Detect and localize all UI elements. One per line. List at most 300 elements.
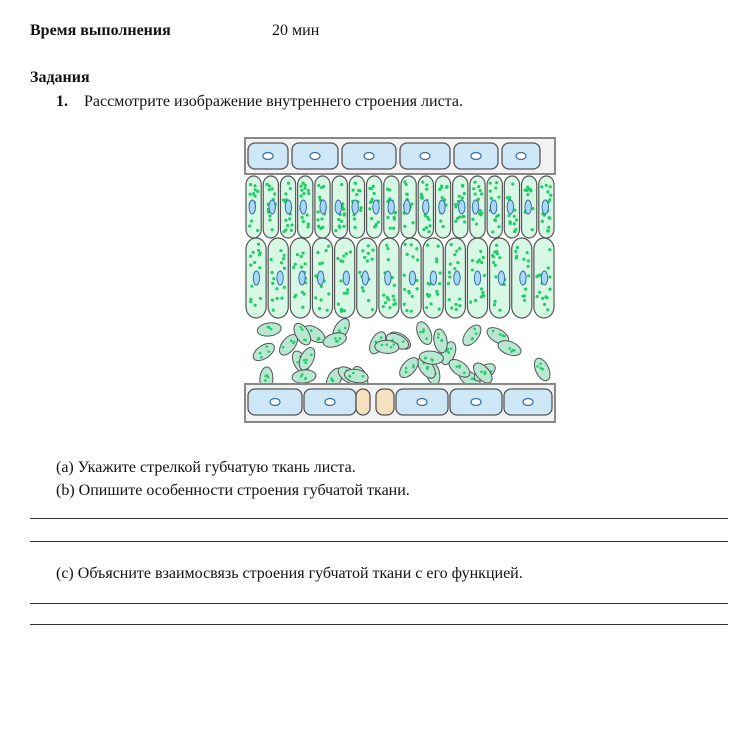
chloroplast <box>456 261 459 264</box>
chloroplast <box>455 250 458 253</box>
spongy-cell-body <box>250 340 277 364</box>
chloroplast <box>299 184 302 187</box>
chloroplast <box>471 268 474 271</box>
task-text: Рассмотрите изображение внутреннего строения листа. <box>84 93 463 110</box>
nucleus <box>270 399 280 406</box>
chloroplast <box>541 297 544 300</box>
chloroplast <box>286 224 289 227</box>
nucleus <box>362 271 368 285</box>
spongy-cell <box>256 321 282 337</box>
nucleus <box>507 200 513 214</box>
nucleus <box>490 200 496 214</box>
chloroplast <box>526 186 529 189</box>
chloroplast <box>494 186 497 189</box>
subtask-b: (b) Опишите особенности строения губчатой ткани. <box>56 482 410 499</box>
chloroplast <box>547 266 550 269</box>
guard-cell <box>356 389 370 415</box>
chloroplast <box>271 271 274 274</box>
chloroplast <box>479 250 482 253</box>
chloroplast <box>272 309 275 312</box>
nucleus <box>520 271 526 285</box>
chloroplast <box>441 196 444 199</box>
chloroplast <box>494 275 497 278</box>
chloroplast <box>438 308 441 311</box>
chloroplast <box>386 247 389 250</box>
chloroplast <box>257 243 260 246</box>
chloroplast <box>270 258 273 261</box>
chloroplast <box>256 190 259 193</box>
tasks-heading: Задания <box>30 69 90 86</box>
chloroplast <box>346 292 349 295</box>
nucleus <box>343 271 349 285</box>
chloroplast <box>440 185 443 188</box>
chloroplast <box>548 217 551 220</box>
chloroplast <box>304 184 307 187</box>
nucleus <box>300 200 306 214</box>
chloroplast <box>284 219 287 222</box>
spongy-tissue <box>250 316 553 393</box>
chloroplast <box>345 252 348 255</box>
chloroplast <box>526 251 529 254</box>
chloroplast <box>358 189 361 192</box>
chloroplast <box>545 184 548 187</box>
chloroplast <box>458 215 461 218</box>
chloroplast <box>302 220 305 223</box>
chloroplast <box>393 284 396 287</box>
chloroplast <box>382 294 385 297</box>
chloroplast <box>367 244 370 247</box>
chloroplast <box>479 213 482 216</box>
chloroplast <box>282 198 285 201</box>
chloroplast <box>271 282 274 285</box>
chloroplast <box>453 253 456 256</box>
nucleus <box>420 153 430 160</box>
chloroplast <box>321 226 324 229</box>
chloroplast <box>377 221 380 224</box>
chloroplast <box>250 285 253 288</box>
chloroplast <box>321 261 324 264</box>
nucleus <box>471 399 481 406</box>
chloroplast <box>427 230 430 233</box>
answer-line[interactable] <box>30 624 728 625</box>
chloroplast <box>300 189 303 192</box>
chloroplast <box>425 188 428 191</box>
chloroplast <box>513 230 516 233</box>
nucleus <box>404 200 410 214</box>
chloroplast <box>293 295 296 298</box>
chloroplast <box>454 303 457 306</box>
chloroplast <box>372 192 375 195</box>
chloroplast <box>280 297 283 300</box>
chloroplast <box>442 225 445 228</box>
chloroplast <box>326 309 329 312</box>
leaf-structure-image <box>244 134 556 426</box>
chloroplast <box>513 215 516 218</box>
chloroplast <box>522 258 525 261</box>
chloroplast <box>292 266 295 269</box>
chloroplast <box>449 262 452 265</box>
chloroplast <box>371 248 374 251</box>
chloroplast <box>258 266 261 269</box>
chloroplast <box>320 217 323 220</box>
chloroplast <box>370 187 373 190</box>
chloroplast <box>307 223 310 226</box>
chloroplast <box>453 267 456 270</box>
chloroplast <box>474 299 477 302</box>
chloroplast <box>540 185 543 188</box>
chloroplast <box>458 247 461 250</box>
chloroplast <box>342 254 345 257</box>
chloroplast <box>371 198 374 201</box>
chloroplast <box>469 301 472 304</box>
chloroplast <box>422 228 425 231</box>
chloroplast <box>318 196 321 199</box>
chloroplast <box>489 190 492 193</box>
chloroplast <box>421 181 424 184</box>
chloroplast <box>358 271 361 274</box>
chloroplast <box>385 244 388 247</box>
chloroplast <box>474 192 477 195</box>
chloroplast <box>253 304 256 307</box>
chloroplast <box>283 230 286 233</box>
chloroplast <box>273 192 276 195</box>
chloroplast <box>301 306 304 309</box>
chloroplast <box>548 288 551 291</box>
chloroplast <box>303 187 306 190</box>
chloroplast <box>416 287 419 290</box>
chloroplast <box>473 181 476 184</box>
chloroplast <box>393 218 396 221</box>
nucleus <box>253 271 259 285</box>
chloroplast <box>374 225 377 228</box>
chloroplast <box>529 188 532 191</box>
chloroplast <box>429 302 432 305</box>
spongy-cell <box>459 322 484 349</box>
chloroplast <box>535 295 538 298</box>
chloroplast <box>494 300 497 303</box>
chloroplast <box>320 186 323 189</box>
chloroplast <box>382 305 385 308</box>
chloroplast <box>320 298 323 301</box>
chloroplast <box>445 186 448 189</box>
chloroplast <box>437 245 440 248</box>
chloroplast <box>541 220 544 223</box>
chloroplast <box>316 218 319 221</box>
nucleus <box>364 153 374 160</box>
chloroplast <box>497 214 500 217</box>
chloroplast <box>301 251 304 254</box>
subtask-a: (a) Укажите стрелкой губчатую ткань листа. <box>56 459 356 476</box>
chloroplast <box>256 229 259 232</box>
chloroplast <box>498 309 501 312</box>
chloroplast <box>280 261 283 264</box>
chloroplast <box>462 215 465 218</box>
chloroplast <box>405 309 408 312</box>
chloroplast <box>392 303 395 306</box>
chloroplast <box>359 209 362 212</box>
chloroplast <box>416 258 419 261</box>
chloroplast <box>475 222 478 225</box>
chloroplast <box>389 227 392 230</box>
chloroplast <box>531 228 534 231</box>
chloroplast <box>271 228 274 231</box>
chloroplast <box>527 274 530 277</box>
chloroplast <box>524 188 527 191</box>
spongy-cell <box>531 356 553 383</box>
chloroplast <box>334 229 337 232</box>
chloroplast <box>253 184 256 187</box>
chloroplast <box>343 213 346 216</box>
chloroplast <box>387 298 390 301</box>
chloroplast <box>307 192 310 195</box>
chloroplast <box>546 229 549 232</box>
chloroplast <box>283 286 286 289</box>
chloroplast <box>386 216 389 219</box>
chloroplast <box>371 308 374 311</box>
chloroplast <box>448 275 451 278</box>
chloroplast <box>524 288 527 291</box>
chloroplast <box>403 243 406 246</box>
chloroplast <box>352 189 355 192</box>
chloroplast <box>435 290 438 293</box>
chloroplast <box>403 225 406 228</box>
nucleus <box>525 200 531 214</box>
chloroplast <box>275 297 278 300</box>
chloroplast <box>253 261 256 264</box>
spongy-cell-body <box>396 354 422 381</box>
nucleus <box>439 200 445 214</box>
chloroplast <box>403 288 406 291</box>
chloroplast <box>386 187 389 190</box>
chloroplast <box>406 253 409 256</box>
chloroplast <box>336 257 339 260</box>
chloroplast <box>480 261 483 264</box>
nucleus <box>373 200 379 214</box>
spongy-cell <box>396 354 422 381</box>
chloroplast <box>481 291 484 294</box>
chloroplast <box>549 185 552 188</box>
chloroplast <box>340 183 343 186</box>
chloroplast <box>526 193 529 196</box>
chloroplast <box>362 289 365 292</box>
chloroplast <box>421 197 424 200</box>
chloroplast <box>546 308 549 311</box>
nucleus <box>542 200 548 214</box>
chloroplast <box>248 224 251 227</box>
nucleus <box>474 271 480 285</box>
chloroplast <box>317 184 320 187</box>
chloroplast <box>384 301 387 304</box>
palisade-tissue <box>246 176 554 318</box>
chloroplast <box>392 227 395 230</box>
chloroplast <box>317 225 320 228</box>
chloroplast <box>252 251 255 254</box>
chloroplast <box>314 296 317 299</box>
chloroplast <box>283 267 286 270</box>
chloroplast <box>410 243 413 246</box>
chloroplast <box>340 310 343 313</box>
chloroplast <box>343 292 346 295</box>
chloroplast <box>337 218 340 221</box>
chloroplast <box>340 220 343 223</box>
chloroplast <box>491 230 494 233</box>
chloroplast <box>428 224 431 227</box>
chloroplast <box>495 244 498 247</box>
chloroplast <box>494 219 497 222</box>
chloroplast <box>492 255 495 258</box>
chloroplast <box>478 259 481 262</box>
chloroplast <box>438 282 441 285</box>
chloroplast <box>461 185 464 188</box>
chloroplast <box>307 189 310 192</box>
chloroplast <box>343 309 346 312</box>
chloroplast <box>425 306 428 309</box>
chloroplast <box>544 295 547 298</box>
nucleus <box>269 200 275 214</box>
chloroplast <box>493 303 496 306</box>
chloroplast <box>317 210 320 213</box>
chloroplast <box>492 261 495 264</box>
chloroplast <box>493 250 496 253</box>
subtask-c: (c) Объясните взаимосвязь строения губчатой ткани с его функцией. <box>56 565 523 582</box>
chloroplast <box>368 207 371 210</box>
nucleus <box>423 200 429 214</box>
chloroplast <box>294 263 297 266</box>
chloroplast <box>388 306 391 309</box>
chloroplast <box>513 222 516 225</box>
chloroplast <box>290 223 293 226</box>
answer-line[interactable] <box>30 541 728 542</box>
chloroplast <box>370 217 373 220</box>
nucleus <box>472 200 478 214</box>
nucleus <box>325 399 335 406</box>
nucleus <box>249 200 255 214</box>
chloroplast <box>304 262 307 265</box>
chloroplast <box>479 189 482 192</box>
chloroplast <box>523 294 526 297</box>
chloroplast <box>458 195 461 198</box>
chloroplast <box>515 218 518 221</box>
chloroplast <box>303 292 306 295</box>
chloroplast <box>458 297 461 300</box>
chloroplast <box>480 287 483 290</box>
chloroplast <box>248 193 251 196</box>
chloroplast <box>354 182 357 185</box>
chloroplast <box>302 192 305 195</box>
chloroplast <box>450 243 453 246</box>
chloroplast <box>361 286 364 289</box>
nucleus <box>285 200 291 214</box>
chloroplast <box>516 246 519 249</box>
nucleus <box>409 271 415 285</box>
task-number: 1. <box>56 93 68 110</box>
chloroplast <box>439 219 442 222</box>
chloroplast <box>355 193 358 196</box>
chloroplast <box>549 194 552 197</box>
spongy-cell-body <box>256 321 282 337</box>
chloroplast <box>271 187 274 190</box>
chloroplast <box>306 213 309 216</box>
chloroplast <box>483 274 486 277</box>
nucleus <box>263 153 273 160</box>
chloroplast <box>403 180 406 183</box>
chloroplast <box>249 264 252 267</box>
chloroplast <box>337 303 340 306</box>
chloroplast <box>367 252 370 255</box>
chloroplast <box>454 220 457 223</box>
chloroplast <box>370 258 373 261</box>
chloroplast <box>284 192 287 195</box>
chloroplast <box>339 279 342 282</box>
chloroplast <box>420 193 423 196</box>
chloroplast <box>527 265 530 268</box>
chloroplast <box>463 220 466 223</box>
chloroplast <box>426 243 429 246</box>
chloroplast <box>538 291 541 294</box>
chloroplast <box>354 226 357 229</box>
chloroplast <box>271 299 274 302</box>
chloroplast <box>447 282 450 285</box>
chloroplast <box>415 247 418 250</box>
chloroplast <box>439 271 442 274</box>
chloroplast <box>361 249 364 252</box>
chloroplast <box>342 225 345 228</box>
chloroplast <box>489 182 492 185</box>
guard-cell <box>376 389 394 415</box>
chloroplast <box>367 299 370 302</box>
chloroplast <box>341 260 344 263</box>
chloroplast <box>547 226 550 229</box>
chloroplast <box>349 250 352 253</box>
chloroplast <box>494 264 497 267</box>
chloroplast <box>403 274 406 277</box>
answer-line[interactable] <box>30 603 728 604</box>
chloroplast <box>265 183 268 186</box>
chloroplast <box>300 266 303 269</box>
chloroplast <box>463 192 466 195</box>
chloroplast <box>287 182 290 185</box>
nucleus <box>516 153 526 160</box>
time-value: 20 мин <box>272 22 320 39</box>
chloroplast <box>507 214 510 217</box>
chloroplast <box>498 256 501 259</box>
chloroplast <box>471 218 474 221</box>
spongy-cell-body <box>414 320 435 347</box>
chloroplast <box>392 295 395 298</box>
spongy-cell <box>291 369 316 384</box>
chloroplast <box>450 306 453 309</box>
chloroplast <box>548 248 551 251</box>
chloroplast <box>249 183 252 186</box>
chloroplast <box>257 249 260 252</box>
nucleus <box>310 153 320 160</box>
nucleus <box>385 271 391 285</box>
chloroplast <box>282 257 285 260</box>
chloroplast <box>258 253 261 256</box>
chloroplast <box>360 206 363 209</box>
chloroplast <box>279 249 282 252</box>
answer-line[interactable] <box>30 518 728 519</box>
chloroplast <box>448 271 451 274</box>
chloroplast <box>300 194 303 197</box>
nucleus <box>454 271 460 285</box>
chloroplast <box>275 287 278 290</box>
chloroplast <box>427 282 430 285</box>
chloroplast <box>366 259 369 262</box>
chloroplast <box>436 293 439 296</box>
chloroplast <box>411 295 414 298</box>
chloroplast <box>268 188 271 191</box>
